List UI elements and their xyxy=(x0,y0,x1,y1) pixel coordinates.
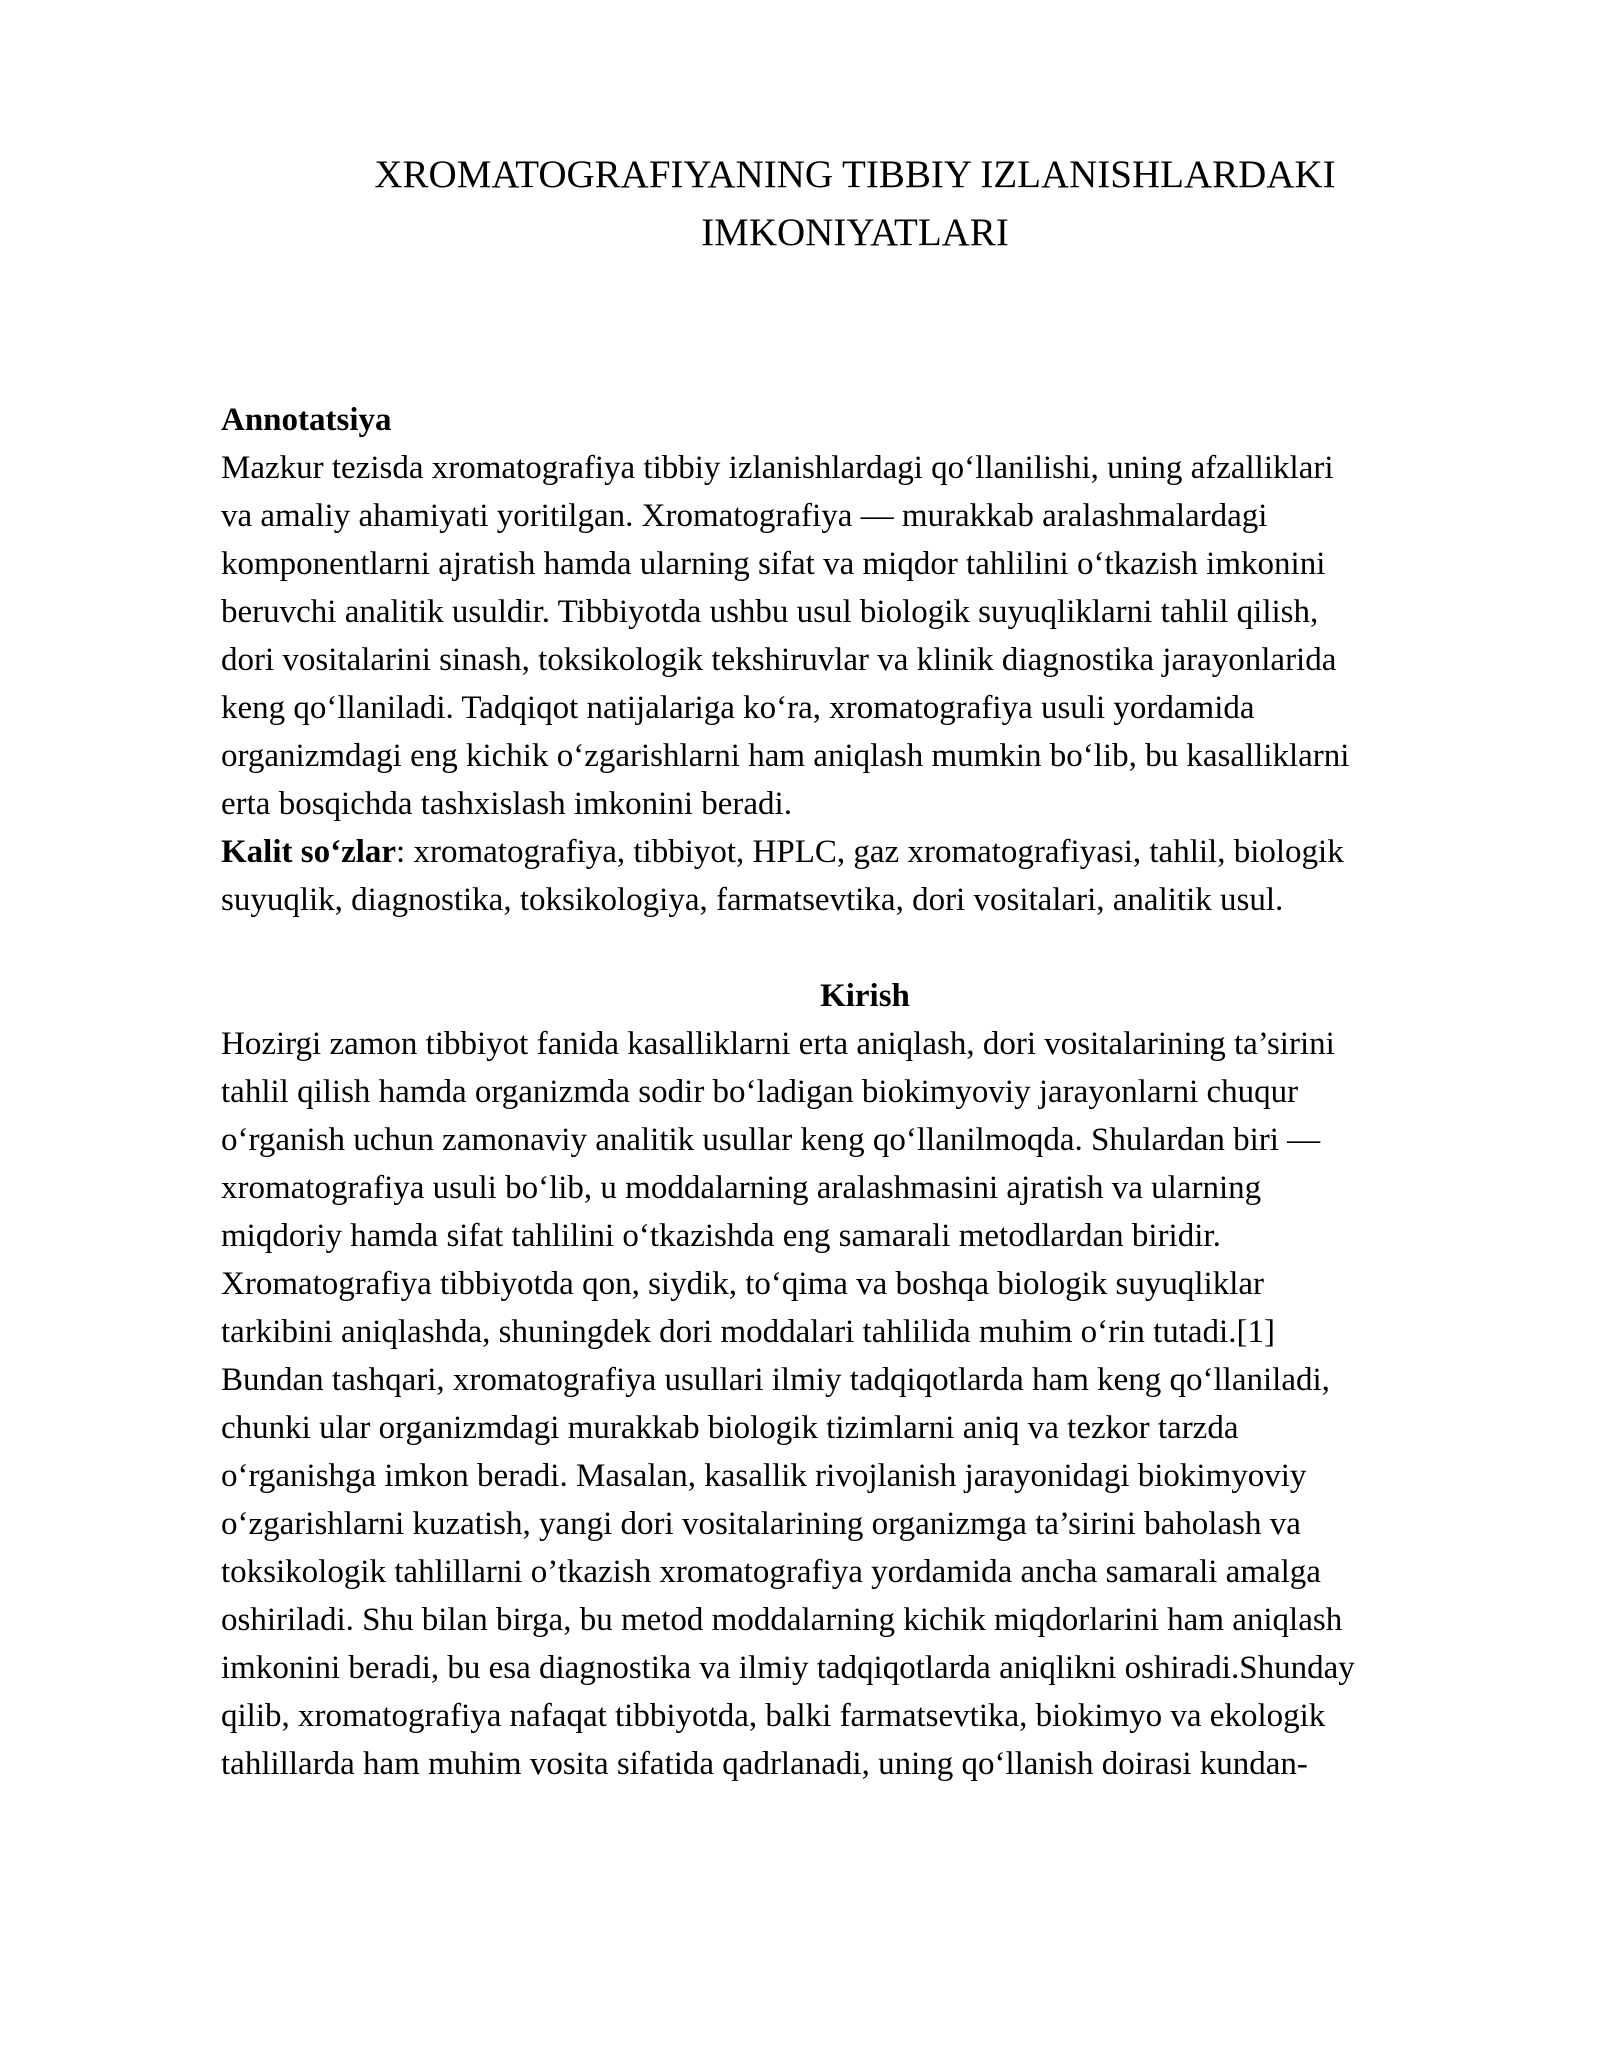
introduction-line: chunki ular organizmdagi murakkab biologik tizimlarni aniq va tezkor tarzda xyxy=(221,1410,1239,1446)
keywords-line-2: suyuqlik, diagnostika, toksikologiya, farmatsevtika, dori vositalari, analitik usul. xyxy=(221,882,1284,918)
annotation-line: beruvchi analitik usuldir. Tibbiyotda ushbu usul biologik suyuqliklarni tahlil qilish, xyxy=(221,594,1319,630)
introduction-line: o‘rganishga imkon beradi. Masalan, kasallik rivojlanish jarayonidagi biokimyoviy xyxy=(221,1458,1307,1494)
introduction-line: tahlil qilish hamda organizmda sodir bo‘ladigan biokimyoviy jarayonlarni chuqur xyxy=(221,1074,1299,1110)
introduction-line: Bundan tashqari, xromatografiya usullari ilmiy tadqiqotlarda ham keng qo‘llaniladi, xyxy=(221,1362,1330,1398)
introduction-line: tahlillarda ham muhim vosita sifatida qadrlanadi, uning qo‘llanish doirasi kundan- xyxy=(221,1746,1308,1782)
introduction-line: o‘rganish uchun zamonaviy analitik usullar keng qo‘llanilmoqda. Shulardan biri — xyxy=(221,1122,1321,1158)
introduction-line: imkonini beradi, bu esa diagnostika va ilmiy tadqiqotlarda aniqlikni oshiradi.Shunday xyxy=(221,1650,1355,1686)
annotation-line: va amaliy ahamiyati yoritilgan. Xromatografiya — murakkab aralashmalardagi xyxy=(221,498,1268,534)
annotation-line: Mazkur tezisda xromatografiya tibbiy izlanishlardagi qo‘llanilishi, uning afzalliklari xyxy=(221,450,1334,486)
title-line-2: IMKONIYATLARI xyxy=(701,211,1009,254)
page-title xyxy=(220,146,1490,262)
keywords-text: : xromatografiya, tibbiyot, HPLC, gaz xromatografiyasi, tahlil, biologik xyxy=(396,834,1344,870)
introduction-line: oshiriladi. Shu bilan birga, bu metod moddalarning kichik miqdorlarini ham aniqlash xyxy=(221,1602,1343,1638)
annotation-line: dori vositalarini sinash, toksikologik tekshiruvlar va klinik diagnostika jarayonlarida xyxy=(221,642,1337,678)
introduction-line: Xromatografiya tibbiyotda qon, siydik, to‘qima va boshqa biologik suyuqliklar xyxy=(221,1266,1265,1302)
annotation-heading: Annotatsiya xyxy=(221,402,392,438)
introduction-line: o‘zgarishlarni kuzatish, yangi dori vositalarining organizmga ta’sirini baholash va xyxy=(221,1506,1301,1542)
annotation-line: komponentlarni ajratish hamda ularning sifat va miqdor tahlilini o‘tkazish imkonini xyxy=(221,546,1326,582)
introduction-line: miqdoriy hamda sifat tahlilini o‘tkazishda eng samarali metodlardan biridir. xyxy=(221,1218,1221,1254)
document-body xyxy=(221,396,1481,1788)
annotation-line: keng qo‘llaniladi. Tadqiqot natijalariga ko‘ra, xromatografiya usuli yordamida xyxy=(221,690,1255,726)
keywords-line-1 xyxy=(221,828,1481,876)
introduction-heading: Kirish xyxy=(820,978,910,1014)
introduction-paragraph xyxy=(221,1020,1481,1788)
keywords-paragraph xyxy=(221,828,1481,924)
annotation-paragraph xyxy=(221,444,1481,828)
introduction-line: Hozirgi zamon tibbiyot fanida kasalliklarni erta aniqlash, dori vositalarining ta’sirini xyxy=(221,1026,1335,1062)
title-line-1: XROMATOGRAFIYANING TIBBIY IZLANISHLARDAKI xyxy=(374,153,1336,196)
annotation-line: organizmdagi eng kichik o‘zgarishlarni ham aniqlash mumkin bo‘lib, bu kasalliklarni xyxy=(221,738,1350,774)
introduction-line: qilib, xromatografiya nafaqat tibbiyotda, balki farmatsevtika, biokimyo va ekologik xyxy=(221,1698,1326,1734)
annotation-line: erta bosqichda tashxislash imkonini beradi. xyxy=(221,786,792,822)
keywords-label: Kalit so‘zlar xyxy=(221,834,397,870)
introduction-line: tarkibini aniqlashda, shuningdek dori moddalari tahlilida muhim o‘rin tutadi.[1] xyxy=(221,1314,1275,1350)
introduction-line: xromatografiya usuli bo‘lib, u moddalarning aralashmasini ajratish va ularning xyxy=(221,1170,1262,1206)
introduction-line: toksikologik tahlillarni o’tkazish xromatografiya yordamida ancha samarali amalga xyxy=(221,1554,1321,1590)
